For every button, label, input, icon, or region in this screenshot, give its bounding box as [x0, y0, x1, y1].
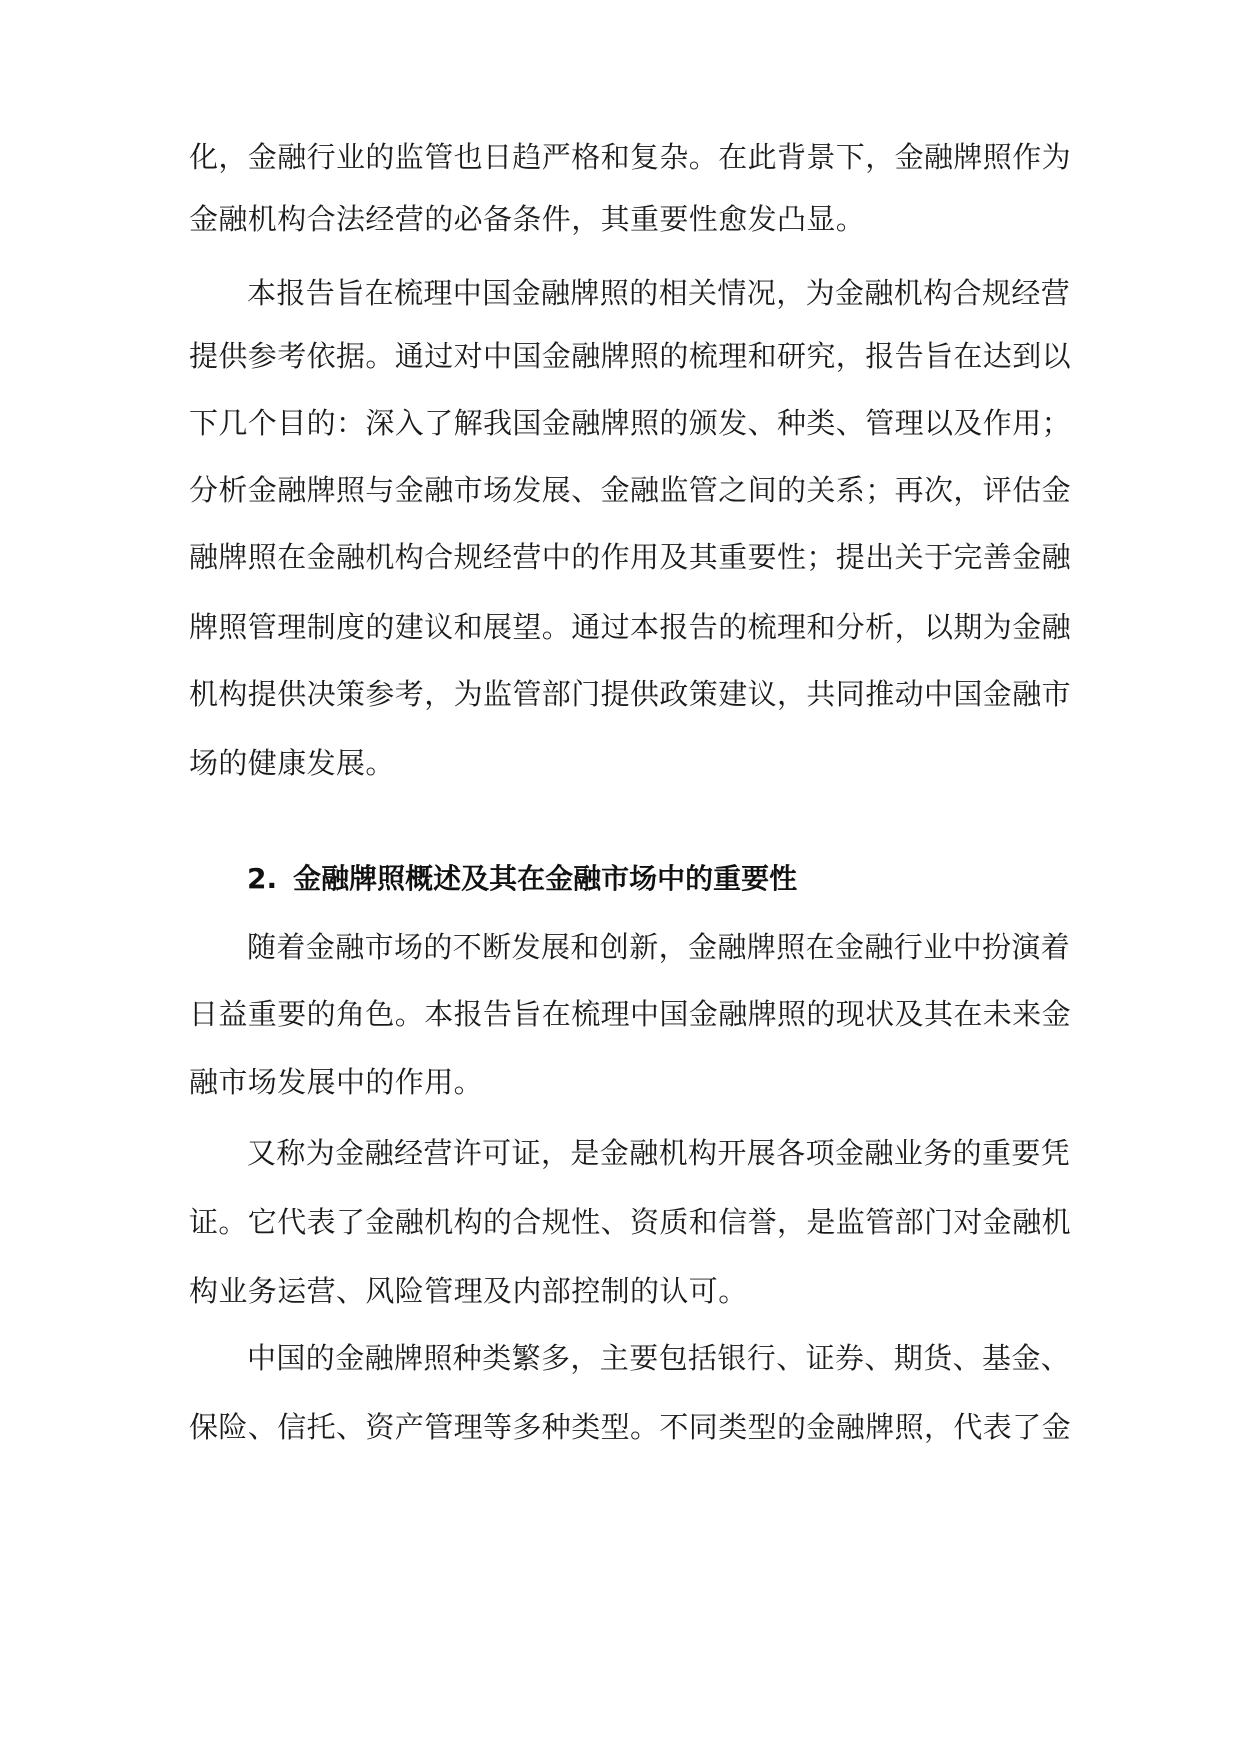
section-title: 金融牌照概述及其在金融市场中的重要性: [293, 862, 798, 895]
section-heading: [247, 857, 1087, 901]
paragraph-line: 又称为金融经营许可证，是金融机构开展各项金融业务的重要凭: [247, 1136, 1071, 1170]
paragraph-line: 金融机构合法经营的必备条件，其重要性愈发凸显。: [189, 202, 866, 236]
paragraph-line: 融市场发展中的作用。: [189, 1065, 484, 1099]
paragraph-line: 分析金融牌照与金融市场发展、金融监管之间的关系；再次，评估金: [189, 473, 1072, 507]
paragraph-line: 构业务运营、风险管理及内部控制的认可。: [189, 1274, 748, 1308]
paragraph-line: 中国的金融牌照种类繁多，主要包括银行、证券、期货、基金、: [247, 1341, 1071, 1375]
paragraph-line: 融牌照在金融机构合规经营中的作用及其重要性；提出关于完善金融: [189, 540, 1072, 574]
paragraph-line: 提供参考依据。通过对中国金融牌照的梳理和研究，报告旨在达到以: [189, 339, 1072, 373]
paragraph-line: 场的健康发展。: [189, 746, 395, 780]
paragraph-line: 随着金融市场的不断发展和创新，金融牌照在金融行业中扮演着: [247, 930, 1071, 964]
paragraph-line: 本报告旨在梳理中国金融牌照的相关情况，为金融机构合规经营: [247, 276, 1071, 310]
section-number: 2.: [247, 862, 278, 895]
paragraph-line: 保险、信托、资产管理等多种类型。不同类型的金融牌照，代表了金: [189, 1410, 1072, 1444]
paragraph-line: 日益重要的角色。本报告旨在梳理中国金融牌照的现状及其在未来金: [189, 997, 1072, 1031]
paragraph-line: 证。它代表了金融机构的合规性、资质和信誉，是监管部门对金融机: [189, 1205, 1072, 1239]
paragraph-line: 牌照管理制度的建议和展望。通过本报告的梳理和分析，以期为金融: [189, 610, 1072, 644]
paragraph-line: 化，金融行业的监管也日趋严格和复杂。在此背景下，金融牌照作为: [189, 140, 1072, 174]
paragraph-line: 机构提供决策参考，为监管部门提供政策建议，共同推动中国金融市: [189, 677, 1072, 711]
paragraph-line: 下几个目的：深入了解我国金融牌照的颁发、种类、管理以及作用；: [189, 406, 1072, 440]
